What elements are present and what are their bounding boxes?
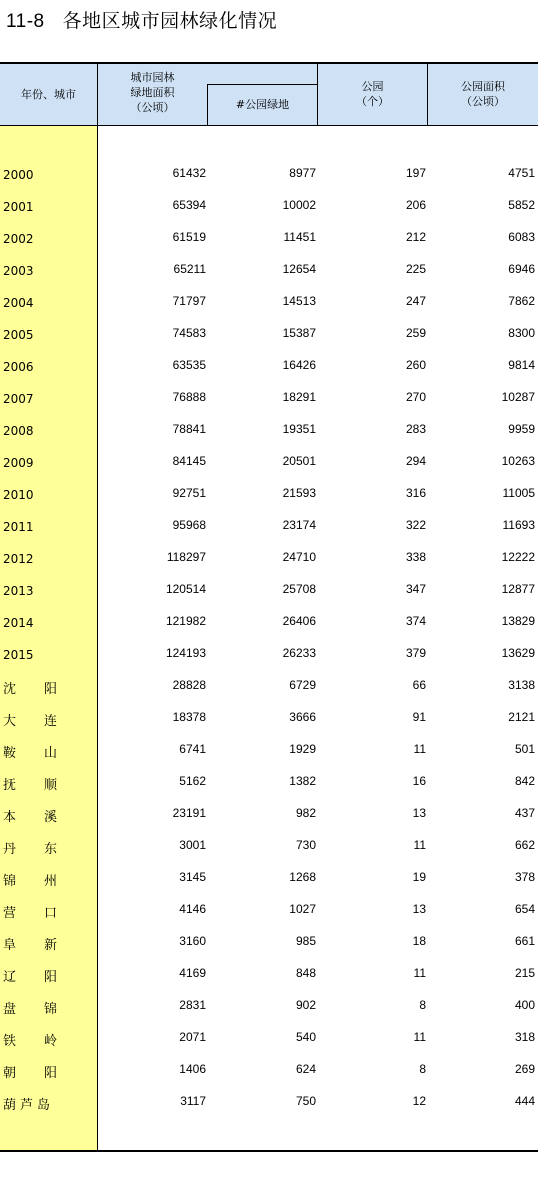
- table-row: [0, 990, 538, 1022]
- table-row: [0, 734, 538, 766]
- cell-park-green: 16426: [282, 358, 316, 372]
- cell-parks: 12: [412, 1094, 426, 1108]
- cell-park-green: 11451: [283, 230, 316, 244]
- table-row: [0, 606, 538, 638]
- cell-green-area: 121982: [165, 614, 206, 628]
- table-row: [0, 414, 538, 446]
- row-label: 2002: [3, 232, 34, 246]
- row-label: 2015: [3, 648, 34, 662]
- row-label: 2008: [3, 424, 34, 438]
- header-park-green: #公园绿地: [235, 98, 290, 111]
- cell-parks: 259: [405, 326, 426, 340]
- row-label: 2007: [3, 392, 34, 406]
- cell-park-area: 10287: [501, 390, 535, 404]
- cell-green-area: 4146: [179, 902, 206, 916]
- cell-park-area: 7862: [508, 294, 535, 308]
- cell-green-area: 74583: [172, 326, 206, 340]
- header-park-area-line1: 公园面积: [461, 80, 505, 93]
- row-label: 沈 阳: [3, 682, 57, 697]
- header-green-area: [98, 70, 207, 115]
- cell-parks: 347: [405, 582, 426, 596]
- cell-park-green: 10002: [282, 198, 316, 212]
- cell-park-area: 11693: [502, 518, 535, 532]
- cell-park-area: 2121: [508, 710, 535, 724]
- cell-green-area: 76888: [172, 390, 206, 404]
- cell-park-area: 269: [514, 1062, 535, 1076]
- cell-park-area: 13629: [501, 646, 535, 660]
- cell-parks: 316: [405, 486, 426, 500]
- cell-parks: 13: [412, 806, 426, 820]
- cell-green-area: 92751: [172, 486, 206, 500]
- table-row: [0, 446, 538, 478]
- header-park-area: [428, 79, 538, 109]
- cell-parks: 18: [412, 934, 426, 948]
- cell-parks: 13: [412, 902, 426, 916]
- cell-park-green: 24710: [282, 550, 316, 564]
- cell-green-area: 61519: [172, 230, 206, 244]
- cell-park-area: 10263: [501, 454, 535, 468]
- cell-park-area: 6083: [508, 230, 535, 244]
- data-table: [0, 62, 538, 1152]
- row-label: 本 溪: [3, 810, 57, 825]
- header-parks-unit: （个）: [356, 95, 389, 108]
- cell-green-area: 3117: [180, 1094, 206, 1108]
- cell-green-area: 84145: [172, 454, 206, 468]
- cell-park-green: 1268: [289, 870, 316, 884]
- row-label: 朝 阳: [3, 1066, 57, 1081]
- cell-park-green: 6729: [289, 678, 316, 692]
- table-row: [0, 158, 538, 190]
- cell-park-area: 9814: [508, 358, 535, 372]
- cell-parks: 294: [405, 454, 426, 468]
- table-row: [0, 478, 538, 510]
- cell-park-area: 13829: [501, 614, 535, 628]
- cell-green-area: 5162: [179, 774, 206, 788]
- row-label: 大 连: [3, 714, 57, 729]
- row-label: 2003: [3, 264, 34, 278]
- cell-parks: 11: [413, 1030, 426, 1044]
- cell-parks: 8: [419, 998, 426, 1012]
- page-title: [6, 6, 277, 33]
- table-row: [0, 254, 538, 286]
- cell-green-area: 2071: [179, 1030, 206, 1044]
- cell-park-green: 26406: [282, 614, 316, 628]
- header-year-city: 年份、城市: [21, 88, 76, 101]
- cell-park-area: 400: [514, 998, 535, 1012]
- cell-green-area: 3160: [179, 934, 206, 948]
- table-row: [0, 830, 538, 862]
- table-row: [0, 638, 538, 670]
- table-row: [0, 190, 538, 222]
- cell-parks: 16: [412, 774, 426, 788]
- header-divider: [207, 84, 318, 85]
- cell-park-green: 902: [295, 998, 316, 1012]
- row-label: 2000: [3, 168, 34, 182]
- row-label: 2014: [3, 616, 34, 630]
- cell-park-green: 15387: [282, 326, 316, 340]
- cell-park-area: 444: [514, 1094, 535, 1108]
- cell-park-area: 3138: [508, 678, 535, 692]
- cell-park-green: 1027: [289, 902, 316, 916]
- cell-park-area: 9959: [508, 422, 535, 436]
- cell-green-area: 71797: [172, 294, 206, 308]
- cell-park-green: 982: [295, 806, 316, 820]
- header-green-area-line1: 城市园林: [130, 71, 175, 84]
- cell-park-area: 437: [514, 806, 535, 820]
- cell-park-green: 730: [295, 838, 316, 852]
- header-parks: [318, 79, 427, 109]
- table-row: [0, 350, 538, 382]
- row-label: 铁 岭: [3, 1034, 57, 1049]
- cell-park-green: 21593: [282, 486, 316, 500]
- table-row: [0, 1054, 538, 1086]
- table-title: 各地区城市园林绿化情况: [62, 10, 278, 32]
- cell-green-area: 23191: [172, 806, 206, 820]
- cell-park-green: 540: [295, 1030, 316, 1044]
- row-label: 抚 顺: [3, 778, 57, 793]
- cell-green-area: 118297: [166, 550, 206, 564]
- cell-parks: 66: [412, 678, 426, 692]
- cell-park-green: 19351: [282, 422, 316, 436]
- cell-park-area: 501: [514, 742, 535, 756]
- row-label: 葫芦岛: [3, 1098, 55, 1113]
- cell-park-green: 18291: [282, 390, 316, 404]
- cell-park-area: 661: [514, 934, 535, 948]
- cell-park-green: 848: [295, 966, 316, 980]
- cell-park-area: 842: [514, 774, 535, 788]
- cell-park-green: 624: [295, 1062, 316, 1076]
- cell-parks: 379: [405, 646, 426, 660]
- row-label: 盘 锦: [3, 1002, 57, 1017]
- cell-green-area: 65211: [173, 262, 206, 276]
- cell-park-area: 654: [514, 902, 535, 916]
- header-green-area-line2: 绿地面积: [130, 86, 175, 99]
- cell-parks: 197: [405, 166, 426, 180]
- table-row: [0, 574, 538, 606]
- row-label: 鞍 山: [3, 746, 57, 761]
- header-parks-line1: 公园: [361, 80, 384, 93]
- row-label: 2011: [3, 520, 34, 534]
- table-row: [0, 510, 538, 542]
- cell-park-area: 662: [514, 838, 535, 852]
- cell-green-area: 78841: [172, 422, 206, 436]
- cell-parks: 8: [419, 1062, 426, 1076]
- cell-parks: 247: [405, 294, 426, 308]
- cell-park-area: 12222: [501, 550, 535, 564]
- cell-park-green: 25708: [282, 582, 316, 596]
- header-green-area-unit: （公顷）: [130, 101, 175, 114]
- cell-parks: 225: [405, 262, 426, 276]
- cell-park-green: 12654: [282, 262, 316, 276]
- row-label: 2013: [3, 584, 34, 598]
- cell-parks: 283: [405, 422, 426, 436]
- cell-park-green: 23174: [282, 518, 316, 532]
- header-park-area-unit: （公顷）: [461, 95, 505, 108]
- cell-green-area: 95968: [172, 518, 206, 532]
- table-row: [0, 766, 538, 798]
- cell-park-green: 1929: [289, 742, 316, 756]
- cell-park-green: 8977: [289, 166, 316, 180]
- cell-green-area: 63535: [172, 358, 206, 372]
- table-row: [0, 798, 538, 830]
- table-row: [0, 318, 538, 350]
- row-label: 2006: [3, 360, 34, 374]
- row-label: 2001: [3, 200, 34, 214]
- row-label: 丹 东: [3, 842, 57, 857]
- table-row: [0, 702, 538, 734]
- table-row: [0, 1022, 538, 1054]
- cell-green-area: 2831: [179, 998, 206, 1012]
- cell-green-area: 3145: [179, 870, 206, 884]
- cell-parks: 11: [413, 742, 426, 756]
- cell-parks: 91: [412, 710, 426, 724]
- cell-park-area: 4751: [508, 166, 535, 180]
- table-row: [0, 222, 538, 254]
- cell-park-green: 1382: [289, 774, 316, 788]
- table-row: [0, 670, 538, 702]
- cell-park-green: 985: [295, 934, 316, 948]
- cell-parks: 11: [413, 966, 426, 980]
- cell-park-area: 11005: [502, 486, 535, 500]
- row-label: 辽 阳: [3, 970, 57, 985]
- table-row: [0, 542, 538, 574]
- table-row: [0, 926, 538, 958]
- cell-park-green: 14513: [282, 294, 316, 308]
- cell-green-area: 18378: [172, 710, 206, 724]
- cell-park-area: 6946: [508, 262, 535, 276]
- cell-green-area: 4169: [179, 966, 206, 980]
- table-row: [0, 894, 538, 926]
- cell-park-area: 5852: [508, 198, 535, 212]
- cell-parks: 322: [405, 518, 426, 532]
- cell-parks: 19: [412, 870, 426, 884]
- cell-parks: 206: [405, 198, 426, 212]
- cell-parks: 338: [405, 550, 426, 564]
- cell-park-area: 378: [514, 870, 535, 884]
- cell-parks: 11: [413, 838, 426, 852]
- row-label: 2012: [3, 552, 34, 566]
- cell-park-green: 750: [295, 1094, 316, 1108]
- cell-park-area: 318: [514, 1030, 535, 1044]
- row-label: 阜 新: [3, 938, 57, 953]
- cell-green-area: 61432: [172, 166, 206, 180]
- row-label: 2005: [3, 328, 34, 342]
- cell-parks: 212: [405, 230, 426, 244]
- table-row: [0, 862, 538, 894]
- cell-park-area: 8300: [508, 326, 535, 340]
- table-row: [0, 286, 538, 318]
- cell-green-area: 28828: [172, 678, 206, 692]
- cell-green-area: 124193: [165, 646, 206, 660]
- cell-park-green: 26233: [282, 646, 316, 660]
- row-label: 2010: [3, 488, 34, 502]
- table-number: 11-8: [6, 11, 45, 32]
- table-row: [0, 958, 538, 990]
- cell-park-area: 12877: [501, 582, 535, 596]
- cell-parks: 270: [405, 390, 426, 404]
- cell-parks: 374: [405, 614, 426, 628]
- cell-green-area: 6741: [179, 742, 206, 756]
- cell-green-area: 3001: [179, 838, 206, 852]
- row-label: 2004: [3, 296, 34, 310]
- cell-green-area: 120514: [165, 582, 206, 596]
- cell-parks: 260: [405, 358, 426, 372]
- table-row: [0, 382, 538, 414]
- table-row: [0, 1086, 538, 1118]
- row-label: 营 口: [3, 906, 57, 921]
- cell-park-green: 20501: [282, 454, 316, 468]
- row-label: 2009: [3, 456, 34, 470]
- cell-park-area: 215: [514, 966, 535, 980]
- row-label: 锦 州: [3, 874, 57, 889]
- cell-green-area: 1406: [179, 1062, 206, 1076]
- cell-park-green: 3666: [289, 710, 316, 724]
- cell-green-area: 65394: [172, 198, 206, 212]
